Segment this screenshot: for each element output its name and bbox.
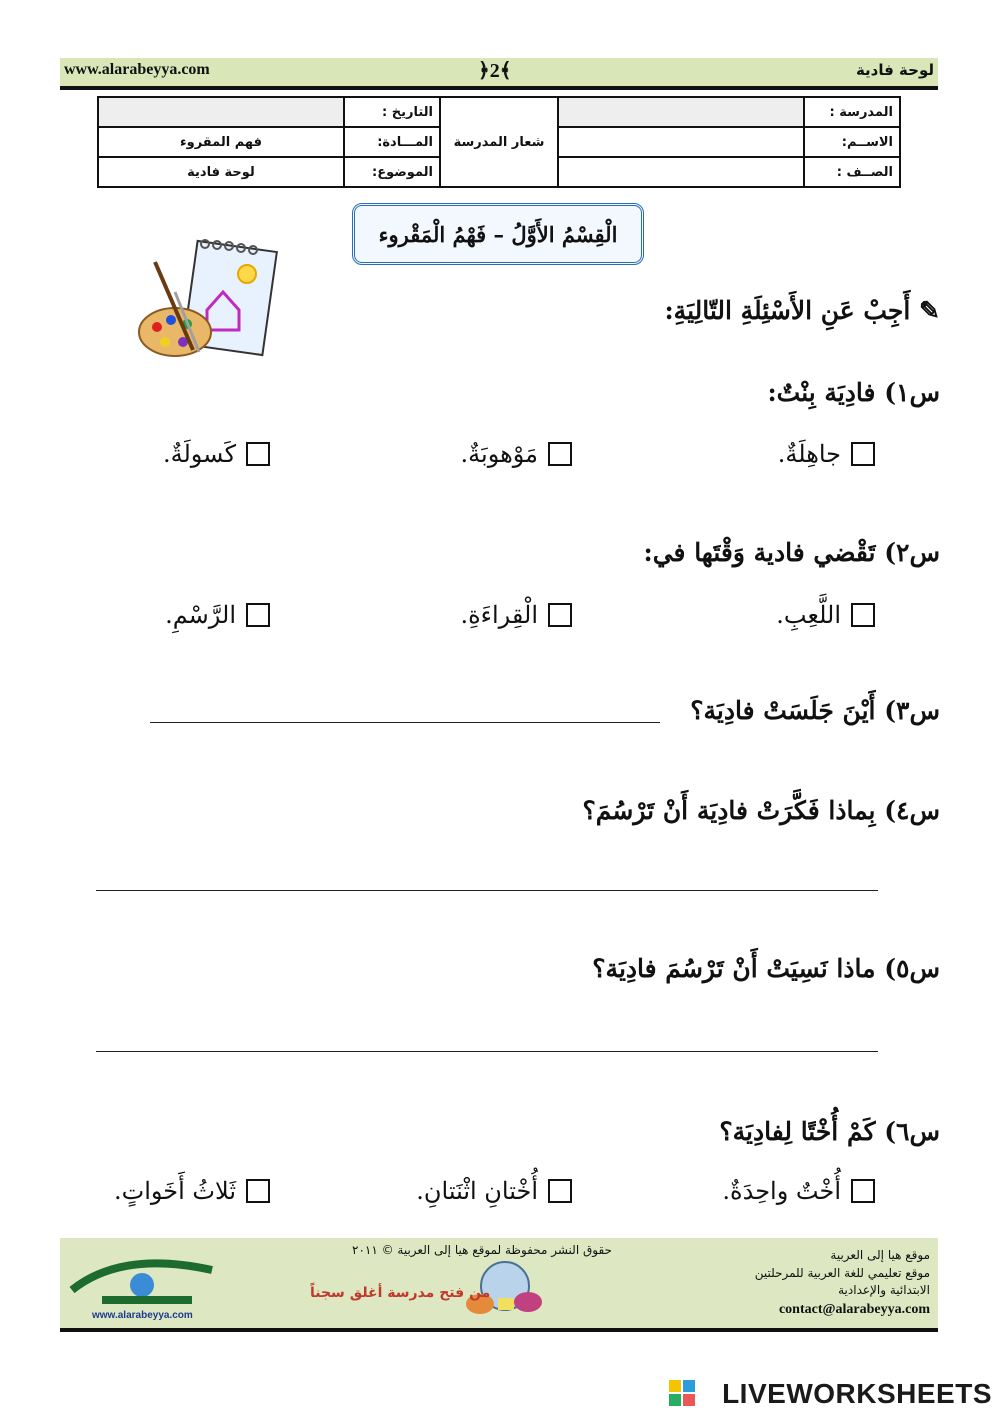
q1-option-2[interactable]: مَوْهوبَةٌ.: [461, 440, 572, 468]
instruction: ✎ أَجِبْ عَنِ الأَسْئِلَةِ التّالِيَةِ:: [664, 296, 940, 325]
q2-option-1[interactable]: اللَّعِبِ.: [776, 601, 875, 629]
checkbox[interactable]: [548, 442, 572, 466]
slogan: من فتح مدرسة أغلق سجناً: [310, 1285, 491, 1301]
checkbox[interactable]: [548, 1179, 572, 1203]
footer-site-desc-2: الابتدائية والإعدادية: [838, 1283, 930, 1297]
section-title: الْقِسْمُ الأَوَّلُ – فَهْمُ الْمَقْروء: [352, 203, 644, 265]
q6-option-1[interactable]: أُخْتٌ واحِدَةٌ.: [722, 1177, 875, 1205]
checkbox[interactable]: [851, 442, 875, 466]
date-label: التاريخ :: [344, 97, 440, 127]
site-logo: [62, 1240, 222, 1324]
q5-answer-line[interactable]: [96, 1051, 878, 1052]
liveworksheets-logo-icon: [669, 1380, 695, 1406]
class-label: الصــف :: [804, 157, 900, 187]
contact-email[interactable]: contact@alarabeyya.com: [778, 1302, 930, 1317]
q2-option-2[interactable]: الْقِراءَةِ.: [460, 601, 572, 629]
website-url: www.alarabeyya.com: [64, 61, 210, 78]
question-4: س٤) بِماذا فَكَّرَتْ فادِيَة أَنْ تَرْسُمَ؟: [582, 796, 940, 825]
name-field[interactable]: [558, 127, 804, 157]
q1-option-1[interactable]: جاهِلَةٌ.: [778, 440, 875, 468]
question-2: س٢) تَقْضي فادية وَقْتَها في:: [643, 538, 940, 567]
lesson-title: لوحة فادية: [855, 61, 934, 79]
student-info-table: [97, 96, 901, 188]
checkbox[interactable]: [851, 603, 875, 627]
class-field[interactable]: [558, 157, 804, 187]
q1-option-3[interactable]: كَسولَةٌ.: [163, 440, 270, 468]
subject-label: المـــادة:: [344, 127, 440, 157]
copyright: حقوق النشر محفوظة لموقع هيا إلى العربية © ٢٠١١: [352, 1243, 612, 1257]
liveworksheets-watermark: LIVEWORKSHEETS: [722, 1378, 992, 1409]
checkbox[interactable]: [246, 442, 270, 466]
page-number: ﴿2﴾: [478, 60, 512, 82]
checkbox[interactable]: [851, 1179, 875, 1203]
question-5: س٥) ماذا نَسِيَتْ أَنْ تَرْسُمَ فادِيَة؟: [592, 954, 940, 983]
footer-site-desc-1: موقع تعليمي للغة العربية للمرحلتين: [754, 1266, 930, 1280]
school-logo-cell: شعار المدرسة: [440, 97, 558, 187]
question-6: س٦) كَمْ أُخْتًا لِفادِيَة؟: [719, 1117, 940, 1146]
school-label: المدرسة :: [804, 97, 900, 127]
sun-drawing: [238, 265, 256, 283]
logo-caption: www.alarabeyya.com: [92, 1310, 193, 1321]
school-field[interactable]: [558, 97, 804, 127]
topic-label: الموضوع:: [344, 157, 440, 187]
q6-option-2[interactable]: أُخْتانِ اثْنَتانِ.: [416, 1177, 572, 1205]
q6-option-3[interactable]: ثَلاثُ أَخَواتٍ.: [114, 1177, 270, 1205]
date-field[interactable]: [98, 97, 344, 127]
header-rule: [60, 86, 938, 90]
palette: [139, 308, 211, 356]
logo-graphic: [62, 1240, 222, 1310]
q2-option-3[interactable]: الرَّسْمِ.: [165, 601, 270, 629]
q4-answer-line[interactable]: [96, 890, 878, 891]
topic-value: لوحة فادية: [98, 157, 344, 187]
name-label: الاســم:: [804, 127, 900, 157]
pencil-icon: ✎: [910, 296, 940, 325]
q3-answer-line[interactable]: [150, 722, 660, 723]
checkbox[interactable]: [548, 603, 572, 627]
checkbox[interactable]: [246, 1179, 270, 1203]
painting-illustration: [135, 232, 285, 372]
checkbox[interactable]: [246, 603, 270, 627]
question-3: س٣) أَيْنَ جَلَسَتْ فادِيَة؟: [690, 696, 940, 725]
question-1: س١) فادِيَة بِنْتٌ:: [767, 378, 940, 407]
footer-site-name: موقع هيا إلى العربية: [830, 1248, 930, 1262]
subject-value: فهم المقروء: [98, 127, 344, 157]
